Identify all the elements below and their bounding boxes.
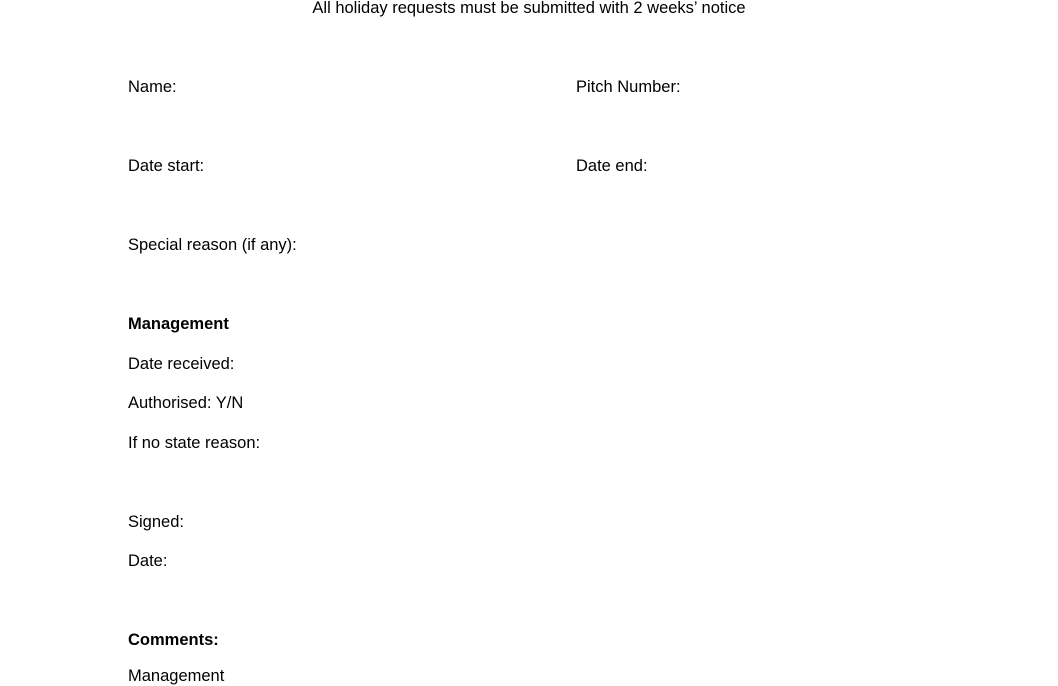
date-received-label: Date received:	[128, 355, 235, 373]
notice-text: All holiday requests must be submitted with 2 weeks’ notice	[312, 0, 746, 17]
pitch-number-label: Pitch Number:	[576, 78, 681, 96]
date-label: Date:	[128, 552, 168, 570]
name-label: Name:	[128, 78, 177, 96]
comments-partial-line: Management	[128, 667, 225, 685]
comments-heading: Comments:	[128, 631, 219, 649]
if-no-reason-label: If no state reason:	[128, 434, 261, 452]
signed-label: Signed:	[128, 513, 184, 531]
authorised-label: Authorised: Y/N	[128, 394, 244, 412]
special-reason-label: Special reason (if any):	[128, 236, 297, 254]
date-start-label: Date start:	[128, 157, 205, 175]
management-heading: Management	[128, 315, 229, 333]
date-end-label: Date end:	[576, 157, 648, 175]
